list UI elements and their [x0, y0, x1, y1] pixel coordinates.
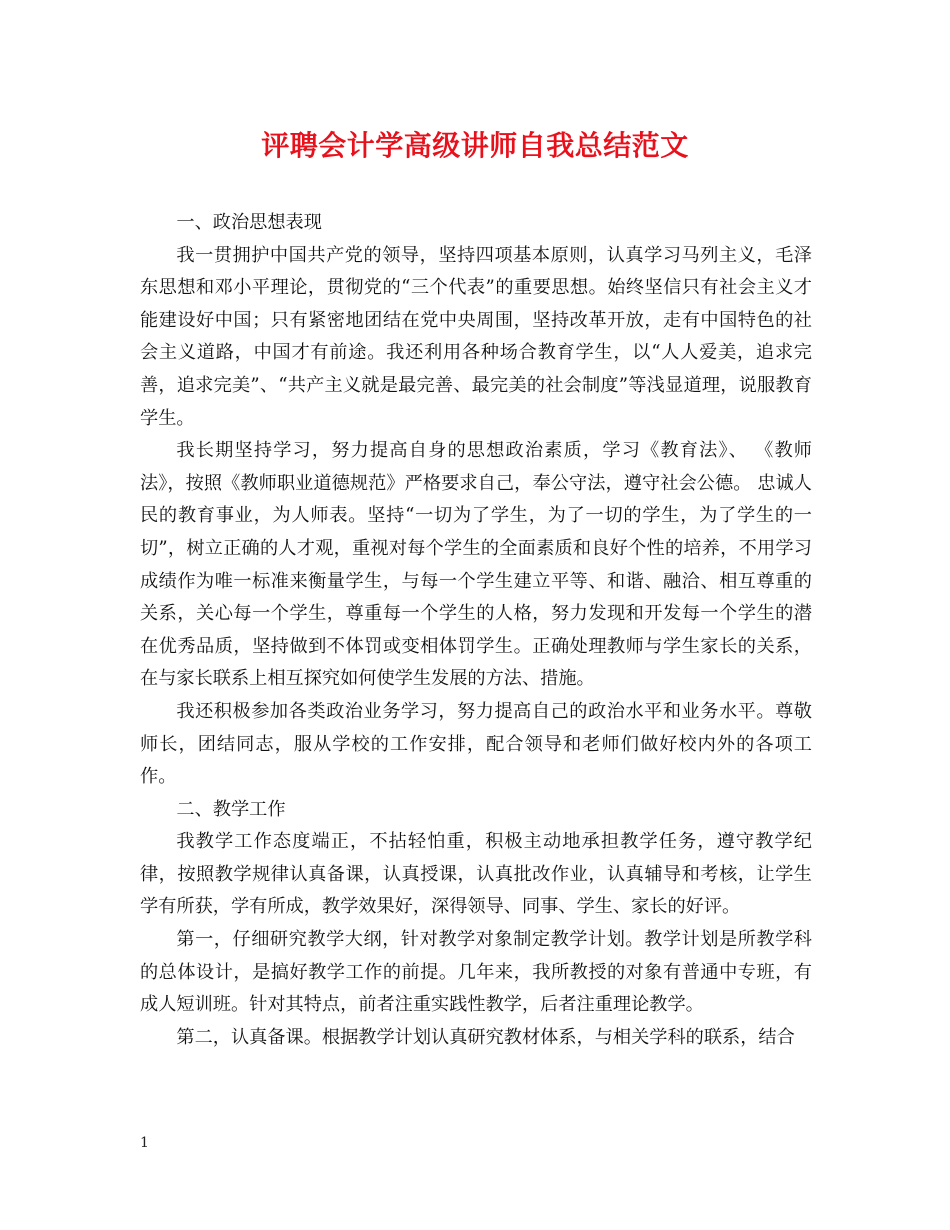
paragraph: 我长期坚持学习，努力提高自身的思想政治素质，学习《教育法》、 《教师法》，按照《教师职业道德规范》严格要求自己，奉公守法，遵守社会公德。 忠诚人民的教育事业，为人师表。坚持“一切为了学生，为了一切的学生，为了学生的一切”，树立正确的人才观，重视对每个学生的全面素质和良好个性的培养，不用学习成绩作为唯一标准来衡量学生，与每一个学生建立平等、和谐、融洽、相互尊重的关系，关心每一个学生，尊重每一个学生的人格，努力发现和开发每一个学生的潜在优秀品质，坚持做到不体罚或变相体罚学生。正确处理教师与学生家长的关系，在与家长联系上相互探究如何使学生发展的方法、措施。 — [140, 440, 812, 690]
section-heading-politics: 一、政治思想表现 — [176, 212, 322, 233]
paragraph: 我教学工作态度端正，不拈轻怕重，积极主动地承担教学任务，遵守教学纪律，按照教学规律认真备课，认真授课，认真批改作业，认真辅导和考核，让学生学有所获，学有所成，教学效果好，深得领导、同事、学生、家长的好评。 — [140, 831, 812, 918]
paragraph: 第二，认真备课。根据教学计划认真研究教材体系，与相关学科的联系，结合 — [176, 1026, 795, 1048]
paragraph: 我一贯拥护中国共产党的领导，坚持四项基本原则，认真学习马列主义，毛泽东思想和邓小平理论，贯彻党的“三个代表”的重要思想。始终坚信只有社会主义才能建设好中国；只有紧密地团结在党中央周围，坚持改革开放，走有中国特色的社会主义道路，中国才有前途。我还利用各种场合教育学生，以“人人爱美，追求完善，追求完美”、“共产主义就是最完善、最完美的社会制度”等浅显道理，说服教育学生。 — [140, 244, 812, 429]
paragraph: 我还积极参加各类政治业务学习，努力提高自己的政治水平和业务水平。尊敬师长，团结同志，服从学校的工作安排，配合领导和老师们做好校内外的各项工作。 — [140, 700, 812, 788]
paragraph: 第一，仔细研究教学大纲，针对教学对象制定教学计划。教学计划是所教学科的总体设计，是搞好教学工作的前提。几年来，我所教授的对象有普通中专班，有成人短训班。针对其特点，前者注重实践性教学，后者注重理论教学。 — [140, 929, 812, 1016]
section-heading-teaching: 二、教学工作 — [176, 798, 286, 820]
page-number: 1 — [140, 1135, 149, 1151]
document-body — [140, 207, 812, 1054]
document-title: 评聘会计学高级讲师自我总结范文 — [261, 129, 689, 162]
